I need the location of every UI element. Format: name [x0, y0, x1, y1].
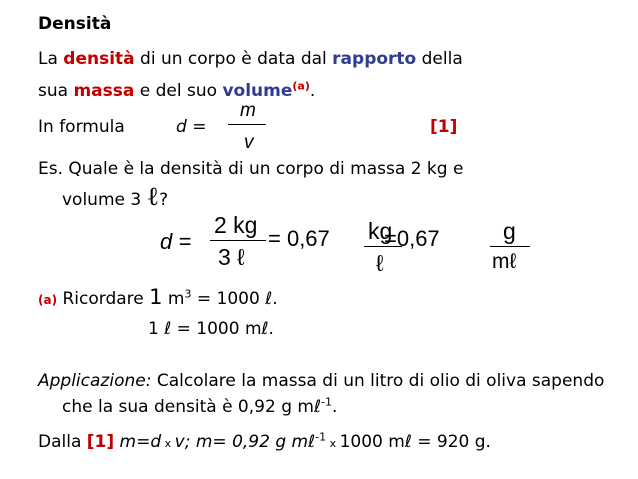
footnote-text: = 1000 ℓ.: [191, 289, 278, 309]
final-text: m=d: [114, 432, 162, 452]
final-text: Dalla: [38, 432, 87, 452]
formula-numerator: m: [240, 100, 256, 121]
definition-text: della: [416, 49, 463, 69]
footnote-marker: (a): [292, 79, 310, 93]
application-text: che la sua densità è 0,92 g mℓ: [62, 397, 321, 417]
example-lhs: d =: [160, 229, 192, 254]
example-numerator: 2 kg: [214, 212, 258, 238]
keyword-mass: massa: [73, 81, 135, 101]
application-text: Calcolare la massa di un litro di olio di oliva sapendo: [151, 371, 605, 391]
formula-fraction-bar: [228, 124, 266, 125]
footnote-line-1: [38, 286, 278, 311]
footnote-marker: (a): [38, 293, 58, 307]
final-exponent: -1: [315, 430, 327, 444]
definition-text: di un corpo è data dal: [134, 49, 333, 69]
example-fraction-bar: [210, 240, 266, 241]
formula-reference: [1]: [430, 117, 458, 137]
definition-text: sua: [38, 81, 74, 101]
footnote-exponent: 3: [184, 287, 192, 301]
final-text: v; m= 0,92 g mℓ: [174, 432, 316, 452]
footnote-text: m: [162, 289, 185, 309]
example-denominator: 3 ℓ: [218, 244, 245, 270]
litre-symbol: ℓ: [146, 182, 160, 212]
unit-numerator: kg: [368, 218, 393, 244]
example-line-2: [62, 182, 169, 212]
formula-label: In formula: [38, 117, 125, 137]
formula-lhs: d =: [176, 117, 207, 137]
formula-reference: [1]: [86, 432, 115, 452]
definition-line-1: [38, 48, 463, 70]
application-line-1: [38, 370, 604, 392]
application-line-2: [62, 396, 337, 418]
example-text: volume 3: [62, 190, 147, 210]
example-result-2: =0,67: [384, 226, 440, 251]
unit-denominator: ℓ: [376, 250, 384, 276]
example-line-1: Es. Quale è la densità di un corpo di massa 2 kg e: [38, 159, 464, 179]
footnote-text: Ricordare: [57, 289, 150, 309]
unit2-fraction-bar: [490, 246, 530, 247]
definition-text: e del suo: [134, 81, 223, 101]
definition-text: La: [38, 49, 64, 69]
keyword-volume: volume: [222, 81, 293, 101]
example-text: ?: [159, 190, 169, 210]
footnote-number: 1: [149, 285, 163, 309]
footnote-line-2: 1 ℓ = 1000 mℓ.: [148, 319, 274, 339]
definition-text: .: [309, 81, 316, 101]
unit2-denominator: mℓ: [492, 250, 517, 273]
final-calculation: [38, 431, 491, 455]
keyword-density: densità: [63, 49, 135, 69]
example-result: = 0,67: [268, 226, 330, 251]
application-exponent: -1: [320, 395, 332, 409]
times-sign: x: [326, 437, 340, 450]
application-label: Applicazione:: [38, 371, 152, 391]
final-text: 1000 mℓ = 920 g.: [339, 432, 491, 452]
application-text: .: [331, 397, 338, 417]
unit2-numerator: g: [503, 218, 516, 244]
page-title: Densità: [38, 14, 112, 34]
formula-denominator: v: [244, 132, 254, 153]
keyword-ratio: rapporto: [332, 49, 417, 69]
definition-line-2: [38, 80, 315, 102]
times-sign: x: [161, 437, 175, 450]
